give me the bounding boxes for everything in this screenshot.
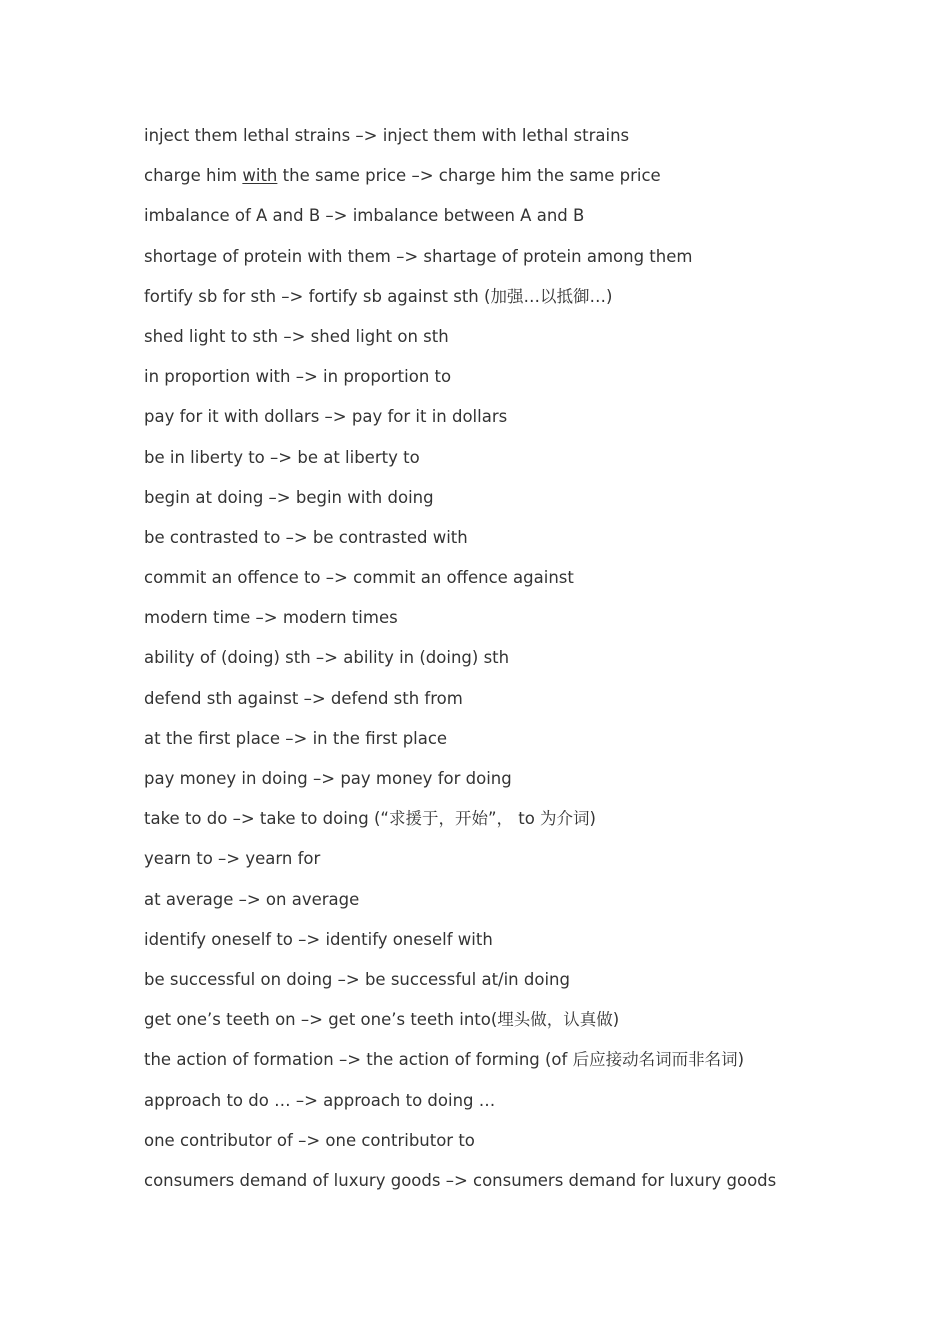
correction-line: at average –> on average [144,889,360,909]
correction-line: defend sth against –> defend sth from [144,688,463,708]
correction-line: shed light to sth –> shed light on sth [144,326,449,346]
line-text: charge him [144,166,243,186]
correction-line: pay for it with dollars –> pay for it in dollars [144,407,508,427]
correction-line: yearn to –> yearn for [144,849,321,869]
correction-line [144,164,924,204]
correction-line: begin at doing –> begin with doing [144,487,434,507]
correction-line: be successful on doing –> be successful at/in doing [144,969,570,989]
correction-line: the action of formation –> the action of forming (of 后应接动名词而非名词) [144,1050,745,1070]
correction-line: consumers demand of luxury goods –> consumers demand for luxury goods [144,1170,777,1190]
correction-line: approach to do … –> approach to doing … [144,1090,496,1110]
correction-line: one contributor of –> one contributor to [144,1130,475,1150]
correction-line: pay money in doing –> pay money for doing [144,769,512,788]
correction-line: be in liberty to –> be at liberty to [144,447,420,467]
correction-line: fortify sb for sth –> fortify sb against sth (加强…以抵御…) [144,286,613,306]
correction-line: be contrasted to –> be contrasted with [144,527,468,547]
correction-line: modern time –> modern times [144,608,398,628]
correction-line: shortage of protein with them –> shartage of protein among them [144,246,693,266]
correction-line: commit an offence to –> commit an offence against [144,568,574,588]
correction-line: in proportion with –> in proportion to [144,367,452,387]
correction-list [144,124,924,1209]
correction-line: imbalance of A and B –> imbalance between A and B [144,206,585,226]
correction-line: identify oneself to –> identify oneself with [144,929,493,949]
line-text: the same price –> charge him the same price [277,166,661,186]
correction-line: inject them lethal strains –> inject them with lethal strains [144,126,630,145]
correction-line: get one’s teeth on –> get one’s teeth into(埋头做，认真做) [144,1010,620,1030]
underlined-word: with [242,166,278,186]
correction-line: take to do –> take to doing (“求援于，开始”， to 为介词) [144,809,596,829]
correction-line: at the first place –> in the first place [144,728,448,748]
correction-line: ability of (doing) sth –> ability in (doing) sth [144,648,510,668]
